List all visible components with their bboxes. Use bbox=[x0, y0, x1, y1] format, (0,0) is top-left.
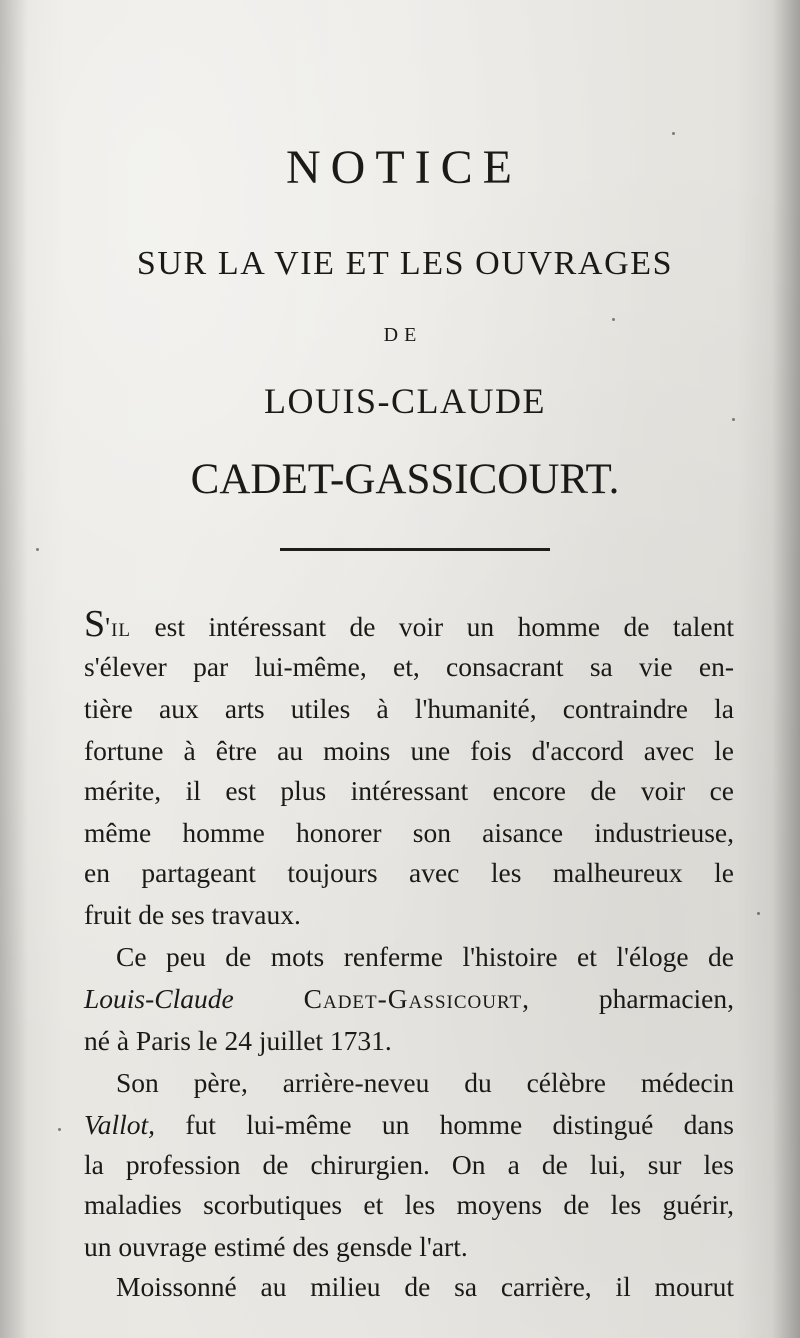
paper-speck bbox=[612, 318, 615, 321]
page-left-edge bbox=[0, 0, 28, 1338]
body-line: Moissonné au milieu de sa carrière, il mourut bbox=[116, 1271, 734, 1302]
line-text: fut lui-même un homme distingué dans bbox=[155, 1109, 734, 1140]
body-line: tière aux arts utiles à l'humanité, contraindre la bbox=[84, 693, 734, 724]
title-rule bbox=[280, 548, 550, 551]
body-line: fortune à être au moins une fois d'accord avec le bbox=[84, 735, 734, 766]
body-line bbox=[84, 1104, 734, 1146]
body-line: mérite, il est plus intéressant encore de voir ce bbox=[84, 775, 734, 806]
title-notice: NOTICE bbox=[286, 141, 522, 194]
title-name-line1: LOUIS-CLAUDE bbox=[264, 381, 546, 421]
body-line bbox=[84, 603, 734, 648]
title-name-line2: CADET-GASSICOURT. bbox=[190, 456, 620, 503]
line-text: est intéressant de voir un homme de talent bbox=[131, 611, 734, 642]
body-line: Son père, arrière-neveu du célèbre médecin bbox=[116, 1067, 734, 1098]
title-subtitle: SUR LA VIE ET LES OUVRAGES bbox=[136, 245, 674, 282]
title-de: DE bbox=[383, 324, 423, 346]
paper-speck bbox=[58, 1128, 61, 1131]
body-line: la profession de chirurgien. On a de lui, sur les bbox=[84, 1149, 734, 1180]
paper-speck bbox=[757, 912, 760, 915]
body-line: né à Paris le 24 juillet 1731. bbox=[84, 1025, 392, 1056]
line-text: , pharmacien, bbox=[522, 983, 735, 1014]
italic-name: Vallot, bbox=[84, 1109, 156, 1140]
body-line: en partageant toujours avec les malheureux le bbox=[84, 857, 734, 888]
paper-speck bbox=[672, 132, 675, 135]
italic-name: Louis-Claude bbox=[84, 983, 234, 1014]
body-line: maladies scorbutiques et les moyens de les guérir, bbox=[84, 1189, 734, 1220]
paper-speck bbox=[36, 548, 39, 551]
body-line: même homme honorer son aisance industrieuse, bbox=[84, 817, 734, 848]
page-right-edge bbox=[772, 0, 800, 1338]
body-line: un ouvrage estimé des gensde l'art. bbox=[84, 1231, 468, 1262]
body-line: fruit de ses travaux. bbox=[84, 899, 301, 930]
body-line bbox=[84, 978, 734, 1020]
small-caps-word: 'il bbox=[105, 611, 132, 642]
body-line: s'élever par lui-même, et, consacrant sa vie en- bbox=[84, 651, 734, 682]
small-caps-name: Cadet-Gassicourt bbox=[303, 983, 523, 1014]
drop-cap: S bbox=[84, 603, 106, 645]
body-line: Ce peu de mots renferme l'histoire et l'éloge de bbox=[116, 941, 734, 972]
